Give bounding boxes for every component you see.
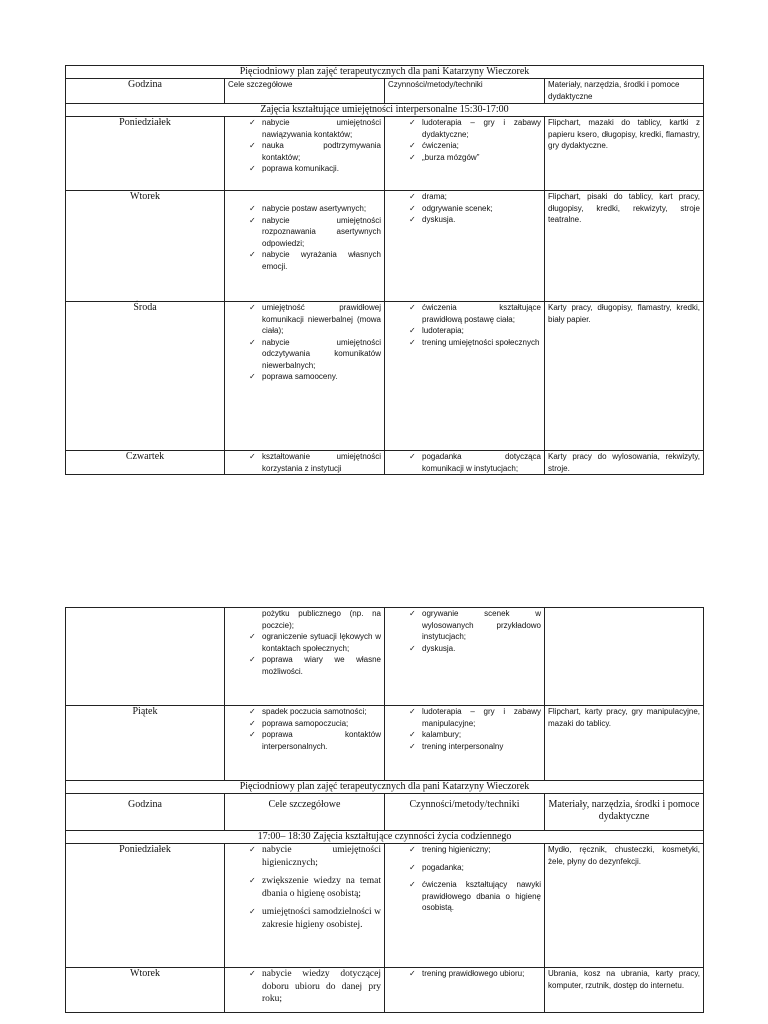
materials-cell: Ubrania, kosz na ubrania, karty pracy, komputer, rzutnik, dostęp do internetu. [545,968,704,1013]
header-methods: Czynności/metody/techniki [385,79,545,104]
materials-cell: Flipchart, karty pracy, gry manipulacyjne, mazaki do tablicy. [545,706,704,781]
goal-item: ✓ poprawa samopoczucia; [249,718,381,730]
method-item: ✓ ogrywanie scenek w wylosowanych przykładowo instytucjach; [409,608,541,643]
header-hour: Godzina [66,79,225,104]
method-item: ✓ ćwiczenia; [409,140,541,152]
day-cell: Środa [66,302,225,451]
table-row [66,706,704,781]
method-item: ✓ trening higieniczny; [409,844,541,856]
header-goals: Cele szczegółowe [225,794,385,831]
method-item: ✓ ludoterapia – gry i zabawy manipulacyjne; [409,706,541,729]
header-methods: Czynności/metody/techniki [385,794,545,831]
header-materials: Materiały, narzędzia, środki i pomoce dydaktyczne [545,794,704,831]
method-item: ✓ odgrywanie scenek; [409,203,541,215]
goal-item: ✓ nabycie umiejętności rozpoznawania asertywnych odpowiedzi; [249,215,381,250]
header-goals: Cele szczegółowe [225,79,385,104]
goal-item: ✓ nabycie wiedzy dotyczącej doboru ubioru do danej pry roku; [249,968,381,1006]
method-item: ✓ ludoterapia – gry i zabawy dydaktyczne; [409,117,541,140]
goal-item: pożytku publicznego (np. na poczcie); [262,609,381,630]
table-title: Pięciodniowy plan zajęć terapeutycznych dla pani Katarzyny Wieczorek [66,781,704,794]
table-row [66,117,704,191]
goal-item: ✓ nabycie umiejętności odczytywania komunikatów niewerbalnych; [249,337,381,372]
plan-table-interpersonal [65,65,704,475]
goal-item: ✓ poprawa kontaktów interpersonalnych. [249,729,381,752]
goal-item: ✓ zwiększenie wiedzy na temat dbania o higienę osobistą; [249,875,381,900]
method-item: ✓ ćwiczenia kształtujące prawidłową postawę ciała; [409,302,541,325]
table-row [66,191,704,302]
method-item: ✓ kalambury; [409,729,541,741]
table-row [66,302,704,451]
method-item: ✓ drama; [409,191,541,203]
header-hour: Godzina [66,794,225,831]
day-cell: Piątek [66,706,225,781]
materials-cell: Flipchart, mazaki do tablicy, kartki z papieru ksero, długopisy, kredki, flamastry, gry dydaktyczne. [545,117,704,191]
day-cell: Poniedziałek [66,117,225,191]
method-item: ✓ ćwiczenia kształtujący nawyki prawidłowego dbania o higienę osobistą. [409,879,541,914]
day-cell: Czwartek [66,451,225,475]
goal-item: ✓ poprawa samooceny. [249,371,381,383]
method-item: ✓ trening prawidłowego ubioru; [409,968,541,980]
day-cell-empty [66,608,225,706]
goal-item: ✓ ograniczenie sytuacji lękowych w kontaktach społecznych; [249,631,381,654]
method-item: ✓ ludoterapia; [409,325,541,337]
method-item: ✓ trening umiejętności społecznych [409,337,541,349]
goal-item: ✓ nauka podtrzymywania kontaktów; [249,140,381,163]
method-item: ✓ trening interpersonalny [409,741,541,753]
goal-item: ✓ nabycie wyrażania własnych emocji. [249,249,381,272]
goal-item: ✓ nabycie umiejętności higienicznych; [249,844,381,869]
method-item: ✓ dyskusja. [409,214,541,226]
goal-item: ✓ nabycie umiejętności nawiązywania kontaktów; [249,117,381,140]
section-title: 17:00– 18:30 Zajęcia kształtujące czynności życia codziennego [66,831,704,844]
goal-item: ✓ poprawa wiary we własne możliwości. [249,654,381,677]
goal-item: ✓ umiejętności samodzielności w zakresie higieny osobistej. [249,906,381,931]
materials-cell: Mydło, ręcznik, chusteczki, kosmetyki, żele, płyny do dezynfekcji. [545,844,704,968]
materials-cell: Flipchart, pisaki do tablicy, kart pracy, długopisy, kredki, rekwizyty, stroje teatralne. [545,191,704,302]
day-cell: Wtorek [66,968,225,1013]
day-cell: Wtorek [66,191,225,302]
header-materials: Materiały, narzędzia, środki i pomoce dydaktyczne [545,79,704,104]
table-row [66,844,704,968]
table-row [66,968,704,1013]
goal-item: ✓ poprawa komunikacji. [249,163,381,175]
goal-item: ✓ umiejętność prawidłowej komunikacji niewerbalnej (mowa ciała); [249,302,381,337]
table-row [66,608,704,706]
section-title: Zajęcia kształtujące umiejętności interpersonalne 15:30-17:00 [66,104,704,117]
method-item: ✓ „burza mózgów” [409,152,541,164]
table-title: Pięciodniowy plan zajęć terapeutycznych dla pani Katarzyny Wieczorek [66,66,704,79]
method-item: ✓ dyskusja. [409,643,541,655]
materials-cell: Karty pracy, długopisy, flamastry, kredki, biały papier. [545,302,704,451]
goal-item: ✓ kształtowanie umiejętności korzystania z instytucji [249,451,381,474]
plan-table-daily-living [65,607,704,1013]
goal-item: ✓ spadek poczucia samotności; [249,706,381,718]
method-item: ✓ pogadanka dotycząca komunikacji w instytucjach; [409,451,541,474]
day-cell: Poniedziałek [66,844,225,968]
materials-cell: Karty pracy do wylosowania, rekwizyty, stroje. [545,451,704,475]
method-item: ✓ pogadanka; [409,862,541,874]
table-row [66,451,704,475]
materials-cell-empty [545,608,704,706]
goal-item: ✓ nabycie postaw asertywnych; [249,203,381,215]
